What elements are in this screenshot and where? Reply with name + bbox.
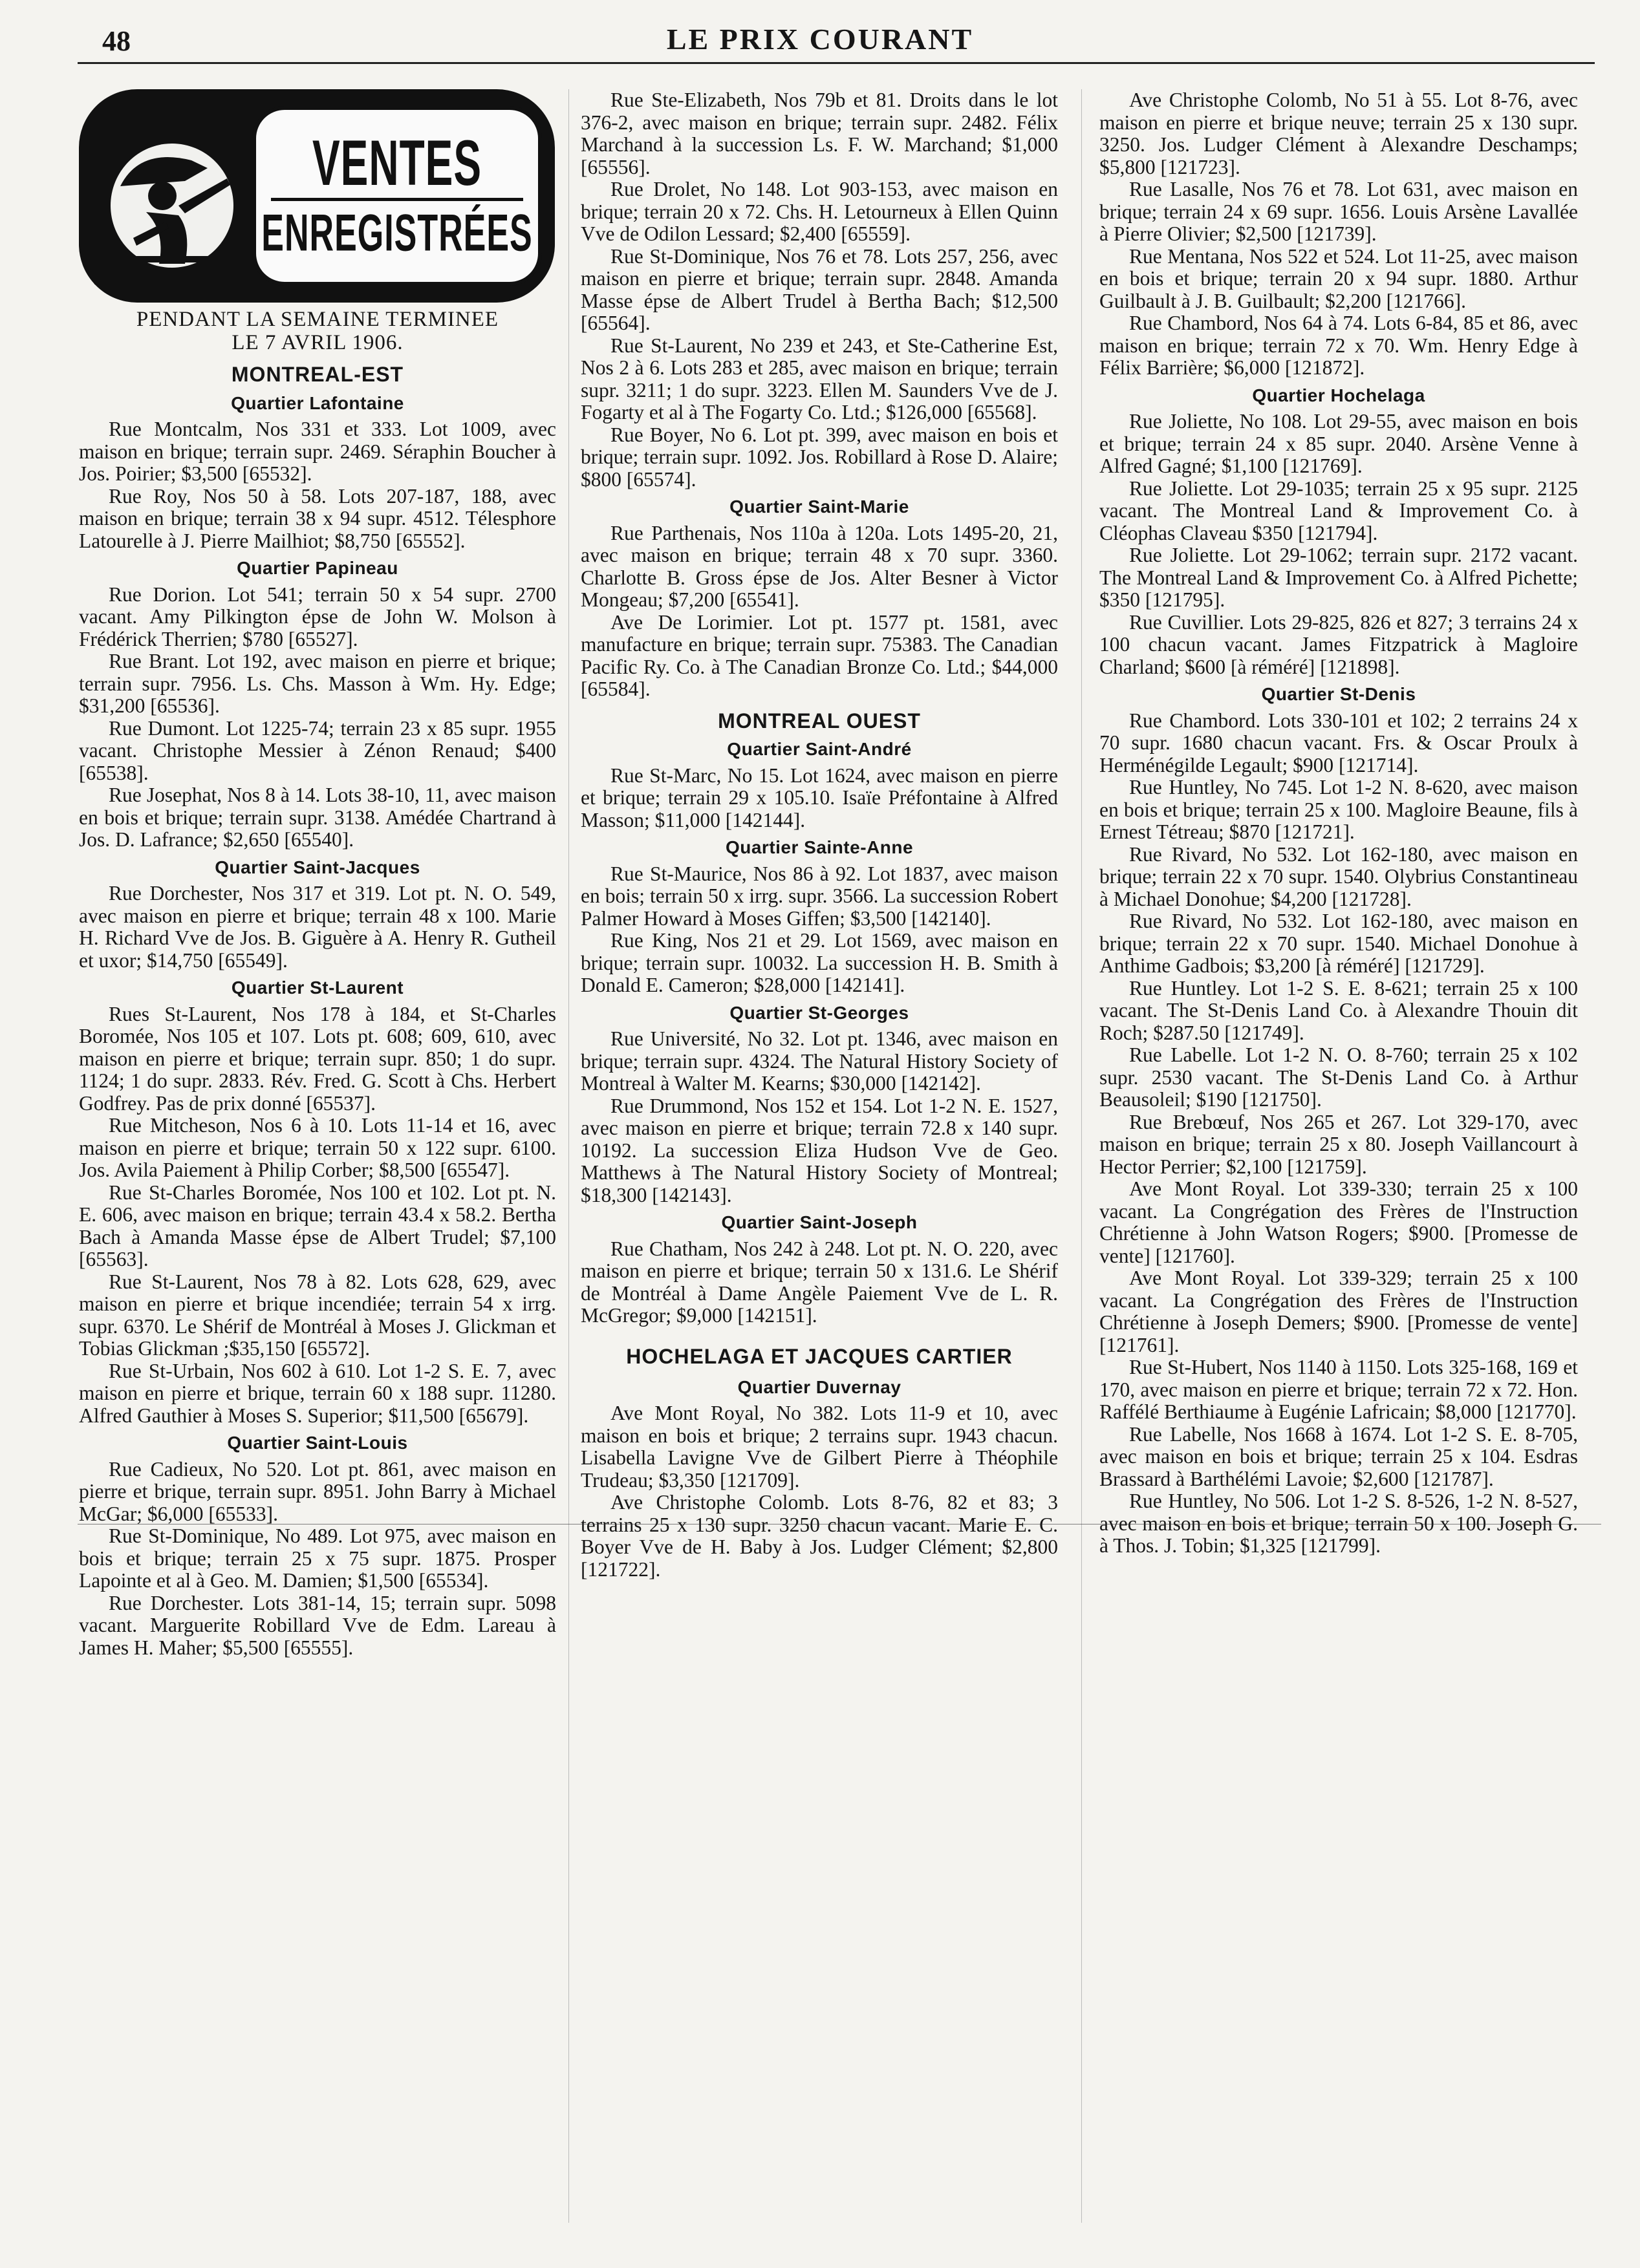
quarter-heading: Quartier Saint-Joseph bbox=[721, 1212, 918, 1232]
sale-entry: Rue Boyer, No 6. Lot pt. 399, avec maison en bois et brique; terrain supr. 1092. Jos. Robillard à Rose D. Alaire; $800 [65574]. bbox=[581, 423, 1058, 491]
logo-word-enregistrees: ENREGISTRÉES bbox=[261, 204, 533, 262]
sale-entry: Rue Cuvillier. Lots 29-825, 826 et 827; 3 terrains 24 x 100 chacun vacant. James Fitzpatrick à Magloire Charland; $600 [à réméré] [121898]. bbox=[1099, 610, 1578, 678]
quarter-heading: Quartier Saint-Marie bbox=[729, 497, 909, 517]
sale-entry: Rue St-Marc, No 15. Lot 1624, avec maison en pierre et brique; terrain 29 x 105.10. Isaïe Préfontaine à Alfred Masson; $11,000 [142144]. bbox=[581, 764, 1058, 831]
sale-entry: Rue Josephat, Nos 8 à 14. Lots 38-10, 11, avec maison en bois et brique; terrain supr. 3138. Amédée Chartrand à Jos. D. Lafrance; $2,650 [65540]. bbox=[79, 784, 556, 851]
sale-entry: Rue Labelle, Nos 1668 à 1674. Lot 1-2 S. E. 8-705, avec maison en bois et brique; terrain 25 x 104. Esdras Brassard à Barthélémi Lavoie; $2,600 [121787]. bbox=[1099, 1422, 1578, 1490]
sale-entry: Rue Chatham, Nos 242 à 248. Lot pt. N. O. 220, avec maison en pierre et brique; terrain 50 x 131.6. Le Shérif de Montréal à Dame Angèle Paiement Vve de L. R. McGregor; $9,000 [142151]. bbox=[581, 1237, 1058, 1327]
sale-entry: Rue Dorchester, Nos 317 et 319. Lot pt. N. O. 549, avec maison en pierre et brique; terrain 48 x 100. Marie H. Richard Vve de Jos. B. Giguère à A. Henry R. Gutheil et uxor; $14,750 [65549]. bbox=[79, 882, 556, 972]
quarter-heading: Quartier St-Georges bbox=[729, 1002, 909, 1023]
column-divider bbox=[568, 89, 569, 2223]
quarter-heading: Quartier Lafontaine bbox=[231, 392, 404, 413]
ventes-enregistrees-logo bbox=[79, 89, 555, 303]
sale-entry: Rue Joliette, No 108. Lot 29-55, avec maison en bois et brique; terrain 24 x 85 supr. 2040. Arsène Venne à Alfred Gagné; $1,100 [121769]. bbox=[1099, 410, 1578, 477]
column-left bbox=[79, 89, 556, 1659]
sale-entry: Rue St-Dominique, Nos 76 et 78. Lots 257, 256, avec maison en pierre et brique; terrain supr. 2848. Amanda Masse épse de Albert Trudel à Bertha Bach; $12,500 [65564]. bbox=[581, 244, 1058, 334]
sale-entry: Rue Mitcheson, Nos 6 à 10. Lots 11-14 et 16, avec maison en pierre et brique; terrain 50 x 122 supr. 6100. Jos. Avila Paiement à Philip Corber; $8,500 [65547]. bbox=[79, 1114, 556, 1181]
sale-entry: Rue Brant. Lot 192, avec maison en pierre et brique; terrain supr. 7956. Ls. Chs. Masson à Wm. Hy. Edge; $31,200 [65536]. bbox=[79, 650, 556, 717]
writing-clerk-illustration-icon bbox=[94, 109, 250, 284]
column-divider bbox=[1081, 89, 1082, 2223]
section-heading-hochelaga-jacques-cartier: HOCHELAGA ET JACQUES CARTIER bbox=[626, 1344, 1013, 1368]
column-right bbox=[1099, 89, 1578, 1557]
sale-entry: Rue St-Laurent, Nos 78 à 82. Lots 628, 629, avec maison en pierre et brique incendiée; terrain 54 x irrg. supr. 6370. Le Shérif de Montréal à Moses J. Glickman et Tobias Glickman ;$35,150 [65572]. bbox=[79, 1270, 556, 1360]
preamble-line-1: PENDANT LA SEMAINE TERMINEE bbox=[136, 308, 499, 331]
sale-entry: Rue Drolet, No 148. Lot 903-153, avec maison en brique; terrain 20 x 72. Chs. H. Letourneux à Ellen Quinn Vve de Odilon Lessard; $2,400 [65559]. bbox=[581, 178, 1058, 245]
quarter-heading: Quartier St-Laurent bbox=[231, 978, 404, 998]
sale-entry: Rue St-Charles Boromée, Nos 100 et 102. Lot pt. N. E. 606, avec maison en brique; terrain 43.4 x 58.2. Bertha Bach à Amanda Masse épse de Albert Trudel; $7,100 [65563]. bbox=[79, 1181, 556, 1270]
section-heading-montreal-ouest: MONTREAL OUEST bbox=[718, 709, 921, 733]
sale-entry: Rue Roy, Nos 50 à 58. Lots 207-187, 188, avec maison en brique; terrain 38 x 94 supr. 4512. Télesphore Latourelle à J. Pierre Mailhiot; $8,750 [65552]. bbox=[79, 484, 556, 552]
quarter-heading: Quartier Duvernay bbox=[737, 1376, 901, 1397]
sale-entry: Rue Huntley, No 506. Lot 1-2 S. 8-526, 1-2 N. 8-527, avec maison en bois et brique; terrain 50 x 100. Joseph G. à Thos. J. Tobin; $1,325 [121799]. bbox=[1099, 1490, 1578, 1557]
sale-entry: Rues St-Laurent, Nos 178 à 184, et St-Charles Boromée, Nos 105 et 107. Lots pt. 608; 609, 610, avec maison en pierre et brique; terrain supr. 850; 1 do supr. 1124; 1 do supr. 2833. Rév. Fred. G. Scott à Chs. Herbert Godfrey. Pas de prix donné [65537]. bbox=[79, 1002, 556, 1115]
sale-entry: Rue Parthenais, Nos 110a à 120a. Lots 1495-20, 21, avec maison en brique; terrain 48 x 70 supr. 3360. Charlotte B. Gross épse de Jos. Alter Besner à Victor Mongeau; $7,200 [65541]. bbox=[581, 521, 1058, 611]
sale-entry: Rue Ste-Elizabeth, Nos 79b et 81. Droits dans le lot 376-2, avec maison en brique; terrain supr. 2482. Félix Marchand à la succession Ls. F. W. Marchand; $1,000 [65556]. bbox=[581, 89, 1058, 178]
sale-entry: Rue Dorion. Lot 541; terrain 50 x 54 supr. 2700 vacant. Amy Pilkington épse de John W. Molson à Frédérick Therrien; $780 [65527]. bbox=[79, 583, 556, 650]
sale-entry: Rue Brebœuf, Nos 265 et 267. Lot 329-170, avec maison en brique; terrain 25 x 80. Joseph Vaillancourt à Hector Perrier; $2,100 [121759]. bbox=[1099, 1110, 1578, 1178]
sale-entry: Rue St-Maurice, Nos 86 à 92. Lot 1837, avec maison en bois; terrain 50 x irrg. supr. 3566. La succession Robert Palmer Howard à Moses Giffen; $3,500 [142140]. bbox=[581, 862, 1058, 930]
sale-entry: Rue King, Nos 21 et 29. Lot 1569, avec maison en brique; terrain supr. 10032. La succession H. B. Smith à Donald E. Cameron; $28,000 [142141]. bbox=[581, 929, 1058, 996]
page-number: 48 bbox=[102, 25, 131, 57]
sale-entry: Ave Christophe Colomb, No 51 à 55. Lot 8-76, avec maison en pierre et brique neuve; terrain 25 x 130 supr. 3250. Jos. Ludger Clément à Alexandre Deschamps; $5,800 [121723]. bbox=[1099, 89, 1578, 178]
quarter-heading: Quartier Hochelaga bbox=[1252, 385, 1425, 405]
sale-entry: Rue St-Urbain, Nos 602 à 610. Lot 1-2 S. E. 7, avec maison en pierre et brique, terrain 60 x 188 supr. 11280. Alfred Gauthier à Moses S. Superior; $11,500 [65679]. bbox=[79, 1359, 556, 1427]
sale-entry: Ave Mont Royal. Lot 339-330; terrain 25 x 100 vacant. La Congrégation des Frères de l'Instruction Chrétienne à John Watson Rogers; $900. [Promesse de vente] [121760]. bbox=[1099, 1177, 1578, 1267]
quarter-heading: Quartier Sainte-Anne bbox=[725, 837, 914, 857]
sale-entry: Rue Université, No 32. Lot pt. 1346, avec maison en brique; terrain supr. 4324. The Natural History Society of Montreal à Walter M. Kearns; $30,000 [142142]. bbox=[581, 1027, 1058, 1095]
sale-entry: Rue St-Dominique, No 489. Lot 975, avec maison en bois et brique; terrain 25 x 75 supr. 1875. Prosper Lapointe et al à Geo. M. Damien; $1,500 [65534]. bbox=[79, 1524, 556, 1592]
logo-plate bbox=[252, 106, 542, 286]
quarter-heading: Quartier Saint-Louis bbox=[227, 1433, 408, 1453]
quarter-heading: Quartier St-Denis bbox=[1261, 684, 1416, 704]
sale-entry: Rue Lasalle, Nos 76 et 78. Lot 631, avec maison en brique; terrain 24 x 69 supr. 1656. Louis Arsène Lavallée à Pierre Olivier; $2,500 [121739]. bbox=[1099, 178, 1578, 245]
logo-word-ventes: VENTES bbox=[312, 126, 482, 199]
sale-entry: Ave De Lorimier. Lot pt. 1577 pt. 1581, avec manufacture en brique; terrain supr. 75383. The Canadian Pacific Ry. Co. à The Canadian Bronze Co. Ltd.; $44,000 [65584]. bbox=[581, 610, 1058, 700]
quarter-heading: Quartier Saint-Jacques bbox=[215, 857, 420, 877]
sale-entry: Ave Mont Royal. Lot 339-329; terrain 25 x 100 vacant. La Congrégation des Frères de l'Instruction Chrétienne à Joseph Demers; $900. [Promesse de vente] [121761]. bbox=[1099, 1267, 1578, 1356]
sale-entry: Rue Montcalm, Nos 331 et 333. Lot 1009, avec maison en brique; terrain supr. 2469. Séraphin Boucher à Jos. Poirier; $3,500 [65532]. bbox=[79, 418, 556, 485]
sale-entry: Rue Drummond, Nos 152 et 154. Lot 1-2 N. E. 1527, avec maison en pierre et brique; terrain 72.8 x 140 supr. 10192. La succession Eliza Hudson Vve de Geo. Matthews à The Natural History Society of Montreal; $18,300 [142143]. bbox=[581, 1094, 1058, 1206]
journal-title: LE PRIX COURANT bbox=[666, 23, 974, 56]
sale-entry: Rue Dumont. Lot 1225-74; terrain 23 x 85 supr. 1955 vacant. Christophe Messier à Zénon Renaud; $400 [65538]. bbox=[79, 716, 556, 784]
header-rule bbox=[78, 62, 1595, 64]
quarter-heading: Quartier Saint-André bbox=[727, 739, 912, 759]
sale-entry: Ave Mont Royal, No 382. Lots 11-9 et 10, avec maison en bois et brique; 2 terrains supr. 1943 chacun. Lisabella Lavigne Vve de Gilbert Pierre à Théophile Trudeau; $3,350 [121709]. bbox=[581, 1402, 1058, 1492]
sale-entry: Rue Cadieux, No 520. Lot pt. 861, avec maison en pierre et brique, terrain supr. 8951. John Barry à Michael McGar; $6,000 [65533]. bbox=[79, 1457, 556, 1525]
sale-entry: Ave Christophe Colomb. Lots 8-76, 82 et 83; 3 terrains 25 x 130 supr. 3250 chacun vacant. Marie E. C. Boyer Vve de H. Baby à Jos. Ludger Clément; $2,800 [121722]. bbox=[581, 1491, 1058, 1581]
column-middle bbox=[581, 89, 1058, 1581]
section-heading-montreal-est: MONTREAL-EST bbox=[231, 363, 404, 386]
sale-entry: Rue Chambord, Nos 64 à 74. Lots 6-84, 85 et 86, avec maison en brique; terrain 72 x 70. Wm. Henry Edge à Félix Barrière; $6,000 [121872]. bbox=[1099, 312, 1578, 379]
sale-entry: Rue Dorchester. Lots 381-14, 15; terrain supr. 5098 vacant. Marguerite Robillard Vve de Edm. Lareau à James H. Maher; $5,500 [65555]. bbox=[79, 1591, 556, 1659]
sale-entry: Rue Joliette. Lot 29-1062; terrain supr. 2172 vacant. The Montreal Land & Improvement Co. à Alfred Pichette; $350 [121795]. bbox=[1099, 544, 1578, 611]
sale-entry: Rue Chambord. Lots 330-101 et 102; 2 terrains 24 x 70 supr. 1680 chacun vacant. Frs. & Oscar Proulx à Herménégilde Legault; $900 [121714]. bbox=[1099, 709, 1578, 776]
sale-entry: Rue Rivard, No 532. Lot 162-180, avec maison en brique; terrain 22 x 70 supr. 1540. Michael Donohue à Anthime Gadbois; $3,200 [à réméré] [121729]. bbox=[1099, 910, 1578, 977]
sale-entry: Rue Mentana, Nos 522 et 524. Lot 11-25, avec maison en bois et brique; terrain 20 x 94 supr. 1880. Arthur Guilbault à J. B. Guilbault; $2,200 [121766]. bbox=[1099, 244, 1578, 312]
sale-entry: Rue Huntley, No 745. Lot 1-2 N. 8-620, avec maison en bois et brique; terrain 25 x 100. Magloire Beaune, fils à Ernest Tétreau; $870 [121721]. bbox=[1099, 776, 1578, 843]
preamble bbox=[79, 308, 556, 354]
quarter-heading: Quartier Papineau bbox=[237, 558, 398, 578]
sale-entry: Rue St-Laurent, No 239 et 243, et Ste-Catherine Est, Nos 2 à 6. Lots 283 et 285, avec maison en brique; terrain supr. 3211; 1 do supr. 3223. Ellen M. Saunders Vve de J. Fogarty et al à The Fogarty Co. Ltd.; $126,000 [65568]. bbox=[581, 334, 1058, 423]
sale-entry: Rue Huntley. Lot 1-2 S. E. 8-621; terrain 25 x 100 vacant. The St-Denis Land Co. à Alexandre Thouin dit Roch; $287.50 [121749]. bbox=[1099, 976, 1578, 1044]
sale-entry: Rue Labelle. Lot 1-2 N. O. 8-760; terrain 25 x 102 supr. 2530 vacant. The St-Denis Land Co. à Arthur Beausoleil; $190 [121750]. bbox=[1099, 1043, 1578, 1111]
sale-entry: Rue St-Hubert, Nos 1140 à 1150. Lots 325-168, 169 et 170, avec maison en pierre et brique; terrain 72 x 72. Hon. Raffélé Berthiaume à Eugénie Lafricain; $8,000 [121770]. bbox=[1099, 1356, 1578, 1423]
sale-entry: Rue Rivard, No 532. Lot 162-180, avec maison en brique; terrain 22 x 70 supr. 1540. Olybrius Constantineau à Michael Donohue; $4,200 [121728]. bbox=[1099, 842, 1578, 910]
preamble-line-2: LE 7 AVRIL 1906. bbox=[232, 331, 404, 354]
sale-entry: Rue Joliette. Lot 29-1035; terrain 25 x 95 supr. 2125 vacant. The Montreal Land & Improvement Co. à Cléophas Claveau $350 [121794]. bbox=[1099, 476, 1578, 544]
